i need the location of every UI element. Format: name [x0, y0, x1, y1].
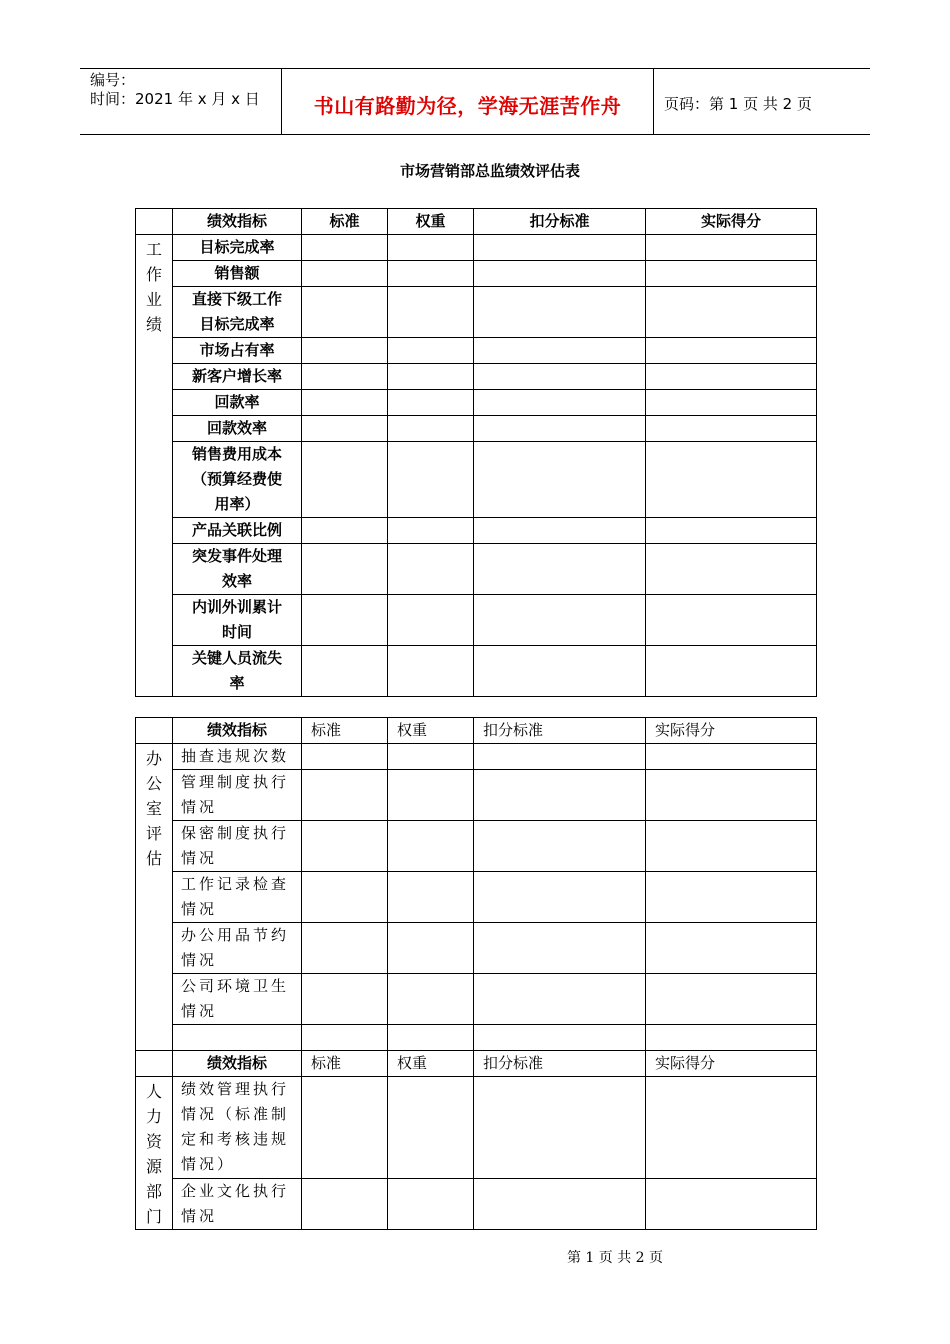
actual-score-cell[interactable]	[646, 442, 817, 518]
weight-cell[interactable]	[388, 518, 474, 544]
table-row	[136, 646, 817, 697]
deduction-cell[interactable]	[474, 287, 646, 338]
metric-name	[173, 1025, 302, 1051]
metric-name: 办公用品节约 情况	[173, 923, 302, 974]
category-char: 办	[145, 749, 162, 768]
actual-score-cell[interactable]	[646, 872, 817, 923]
table-row	[136, 544, 817, 595]
standard-cell[interactable]	[302, 261, 388, 287]
table-row	[136, 442, 817, 518]
column-header-weight: 权重	[388, 209, 474, 235]
weight-cell[interactable]	[388, 235, 474, 261]
deduction-cell[interactable]	[474, 821, 646, 872]
weight-cell[interactable]	[388, 442, 474, 518]
standard-cell[interactable]	[302, 646, 388, 697]
column-header-deduction: 扣分标准	[474, 209, 646, 235]
table-header-row	[136, 209, 817, 235]
deduction-cell[interactable]	[474, 872, 646, 923]
column-header-weight: 权重	[388, 718, 474, 744]
metric-name: 企业文化执行 情况	[173, 1178, 302, 1229]
column-header-actual: 实际得分	[646, 1051, 817, 1077]
weight-cell[interactable]	[388, 364, 474, 390]
deduction-cell[interactable]	[474, 1025, 646, 1051]
metric-name: 突发事件处理 效率	[173, 544, 302, 595]
metric-name: 绩效管理执行 情况（标准制 定和考核违规 情况）	[173, 1077, 302, 1179]
actual-score-cell[interactable]	[646, 1077, 817, 1179]
category-char: 门	[145, 1207, 162, 1226]
column-header-indicator: 绩效指标	[173, 1051, 302, 1077]
category-char: 作	[145, 265, 162, 284]
actual-score-cell[interactable]	[646, 544, 817, 595]
column-header-deduction: 扣分标准	[474, 1051, 646, 1077]
deduction-cell[interactable]	[474, 770, 646, 821]
category-char: 源	[145, 1157, 162, 1176]
weight-cell[interactable]	[388, 872, 474, 923]
standard-cell[interactable]	[302, 872, 388, 923]
standard-cell[interactable]	[302, 287, 388, 338]
deduction-cell[interactable]	[474, 1077, 646, 1179]
deduction-cell[interactable]	[474, 390, 646, 416]
deduction-cell[interactable]	[474, 235, 646, 261]
metric-name: 销售费用成本 （预算经费使 用率）	[173, 442, 302, 518]
deduction-cell[interactable]	[474, 338, 646, 364]
category-char: 资	[145, 1132, 162, 1151]
weight-cell[interactable]	[388, 1178, 474, 1229]
metric-name: 产品关联比例	[173, 518, 302, 544]
table-row	[136, 595, 817, 646]
standard-cell[interactable]	[302, 544, 388, 595]
performance-table-sales	[135, 208, 817, 697]
deduction-cell[interactable]	[474, 595, 646, 646]
standard-cell[interactable]	[302, 770, 388, 821]
actual-score-cell[interactable]	[646, 338, 817, 364]
metric-name: 市场占有率	[173, 338, 302, 364]
category-char: 业	[145, 290, 162, 309]
weight-cell[interactable]	[388, 974, 474, 1025]
deduction-cell[interactable]	[474, 261, 646, 287]
category-char: 工	[145, 240, 162, 259]
table-row	[136, 872, 817, 923]
metric-name: 新客户增长率	[173, 364, 302, 390]
category-char: 室	[145, 799, 162, 818]
category-char: 评	[145, 824, 162, 843]
category-char: 人	[145, 1082, 162, 1101]
deduction-cell[interactable]	[474, 416, 646, 442]
weight-cell[interactable]	[388, 821, 474, 872]
column-header-standard: 标准	[302, 209, 388, 235]
standard-cell[interactable]	[302, 821, 388, 872]
deduction-cell[interactable]	[474, 518, 646, 544]
table-row	[136, 518, 817, 544]
standard-cell[interactable]	[302, 416, 388, 442]
table-header-row	[136, 1051, 817, 1077]
standard-cell[interactable]	[302, 595, 388, 646]
category-char: 估	[145, 849, 162, 868]
table-row	[136, 338, 817, 364]
table-row	[136, 744, 817, 770]
deduction-cell[interactable]	[474, 923, 646, 974]
table-row	[136, 1025, 817, 1051]
category-char: 部	[145, 1182, 162, 1201]
deduction-cell[interactable]	[474, 544, 646, 595]
metric-name: 抽查违规次数	[173, 744, 302, 770]
actual-score-cell[interactable]	[646, 287, 817, 338]
weight-cell[interactable]	[388, 744, 474, 770]
header-corner-cell	[136, 718, 173, 744]
weight-cell[interactable]	[388, 416, 474, 442]
column-header-indicator: 绩效指标	[173, 209, 302, 235]
document-time: 时间：2021 年 x 月 x 日	[90, 90, 260, 108]
metric-name: 回款率	[173, 390, 302, 416]
metric-name: 回款效率	[173, 416, 302, 442]
table-row	[136, 364, 817, 390]
column-header-standard: 标准	[302, 718, 388, 744]
standard-cell[interactable]	[302, 923, 388, 974]
actual-score-cell[interactable]	[646, 261, 817, 287]
header-corner-cell	[136, 209, 173, 235]
metric-name: 工作记录检查 情况	[173, 872, 302, 923]
actual-score-cell[interactable]	[646, 923, 817, 974]
actual-score-cell[interactable]	[646, 235, 817, 261]
metric-name: 管理制度执行 情况	[173, 770, 302, 821]
metric-name: 直接下级工作 目标完成率	[173, 287, 302, 338]
standard-cell[interactable]	[302, 338, 388, 364]
header-motto: 书山有路勤为径，学海无涯苦作舟	[282, 69, 654, 135]
weight-cell[interactable]	[388, 338, 474, 364]
column-header-actual: 实际得分	[646, 718, 817, 744]
weight-cell[interactable]	[388, 390, 474, 416]
table-row	[136, 261, 817, 287]
table-row	[136, 1178, 817, 1229]
table-row	[136, 923, 817, 974]
actual-score-cell[interactable]	[646, 744, 817, 770]
actual-score-cell[interactable]	[646, 390, 817, 416]
weight-cell[interactable]	[388, 1077, 474, 1179]
standard-cell[interactable]	[302, 442, 388, 518]
deduction-cell[interactable]	[474, 1178, 646, 1229]
standard-cell[interactable]	[302, 974, 388, 1025]
metric-name: 关键人员流失 率	[173, 646, 302, 697]
standard-cell[interactable]	[302, 235, 388, 261]
standard-cell[interactable]	[302, 1025, 388, 1051]
metric-name: 销售额	[173, 261, 302, 287]
actual-score-cell[interactable]	[646, 364, 817, 390]
deduction-cell[interactable]	[474, 442, 646, 518]
column-header-deduction: 扣分标准	[474, 718, 646, 744]
actual-score-cell[interactable]	[646, 974, 817, 1025]
category-office-evaluation	[136, 744, 173, 1051]
standard-cell[interactable]	[302, 1077, 388, 1179]
page-header	[80, 68, 870, 135]
document-number: 编号：	[90, 71, 136, 89]
standard-cell[interactable]	[302, 1178, 388, 1229]
deduction-cell[interactable]	[474, 744, 646, 770]
actual-score-cell[interactable]	[646, 1025, 817, 1051]
deduction-cell[interactable]	[474, 364, 646, 390]
metric-name: 保密制度执行 情况	[173, 821, 302, 872]
header-corner-cell	[136, 1051, 173, 1077]
actual-score-cell[interactable]	[646, 416, 817, 442]
weight-cell[interactable]	[388, 646, 474, 697]
actual-score-cell[interactable]	[646, 821, 817, 872]
weight-cell[interactable]	[388, 1025, 474, 1051]
column-header-indicator: 绩效指标	[173, 718, 302, 744]
weight-cell[interactable]	[388, 544, 474, 595]
table-row	[136, 235, 817, 261]
standard-cell[interactable]	[302, 364, 388, 390]
actual-score-cell[interactable]	[646, 770, 817, 821]
weight-cell[interactable]	[388, 923, 474, 974]
weight-cell[interactable]	[388, 261, 474, 287]
standard-cell[interactable]	[302, 744, 388, 770]
table-row	[136, 770, 817, 821]
table-row	[136, 416, 817, 442]
actual-score-cell[interactable]	[646, 646, 817, 697]
category-char: 力	[145, 1107, 162, 1126]
metric-name: 公司环境卫生 情况	[173, 974, 302, 1025]
metric-name: 内训外训累计 时间	[173, 595, 302, 646]
column-header-standard: 标准	[302, 1051, 388, 1077]
table-row	[136, 390, 817, 416]
column-header-weight: 权重	[388, 1051, 474, 1077]
deduction-cell[interactable]	[474, 646, 646, 697]
column-header-actual: 实际得分	[646, 209, 817, 235]
table-row	[136, 1077, 817, 1179]
performance-table-office-hr	[135, 717, 817, 1230]
category-char: 公	[145, 774, 162, 793]
header-meta	[80, 69, 282, 135]
page-footer: 第 1 页 共 2 页	[566, 1250, 664, 1266]
weight-cell[interactable]	[388, 287, 474, 338]
document-title: 市场营销部总监绩效评估表	[399, 162, 580, 180]
standard-cell[interactable]	[302, 518, 388, 544]
table-header-row	[136, 718, 817, 744]
metric-name: 目标完成率	[173, 235, 302, 261]
header-page-info: 页码：第 1 页 共 2 页	[664, 95, 812, 113]
actual-score-cell[interactable]	[646, 1178, 817, 1229]
standard-cell[interactable]	[302, 390, 388, 416]
table-row	[136, 287, 817, 338]
deduction-cell[interactable]	[474, 974, 646, 1025]
weight-cell[interactable]	[388, 770, 474, 821]
weight-cell[interactable]	[388, 595, 474, 646]
category-char: 绩	[145, 315, 162, 334]
table-row	[136, 821, 817, 872]
actual-score-cell[interactable]	[646, 518, 817, 544]
category-hr-department	[136, 1077, 173, 1230]
table-row	[136, 974, 817, 1025]
actual-score-cell[interactable]	[646, 595, 817, 646]
category-work-performance	[136, 235, 173, 697]
